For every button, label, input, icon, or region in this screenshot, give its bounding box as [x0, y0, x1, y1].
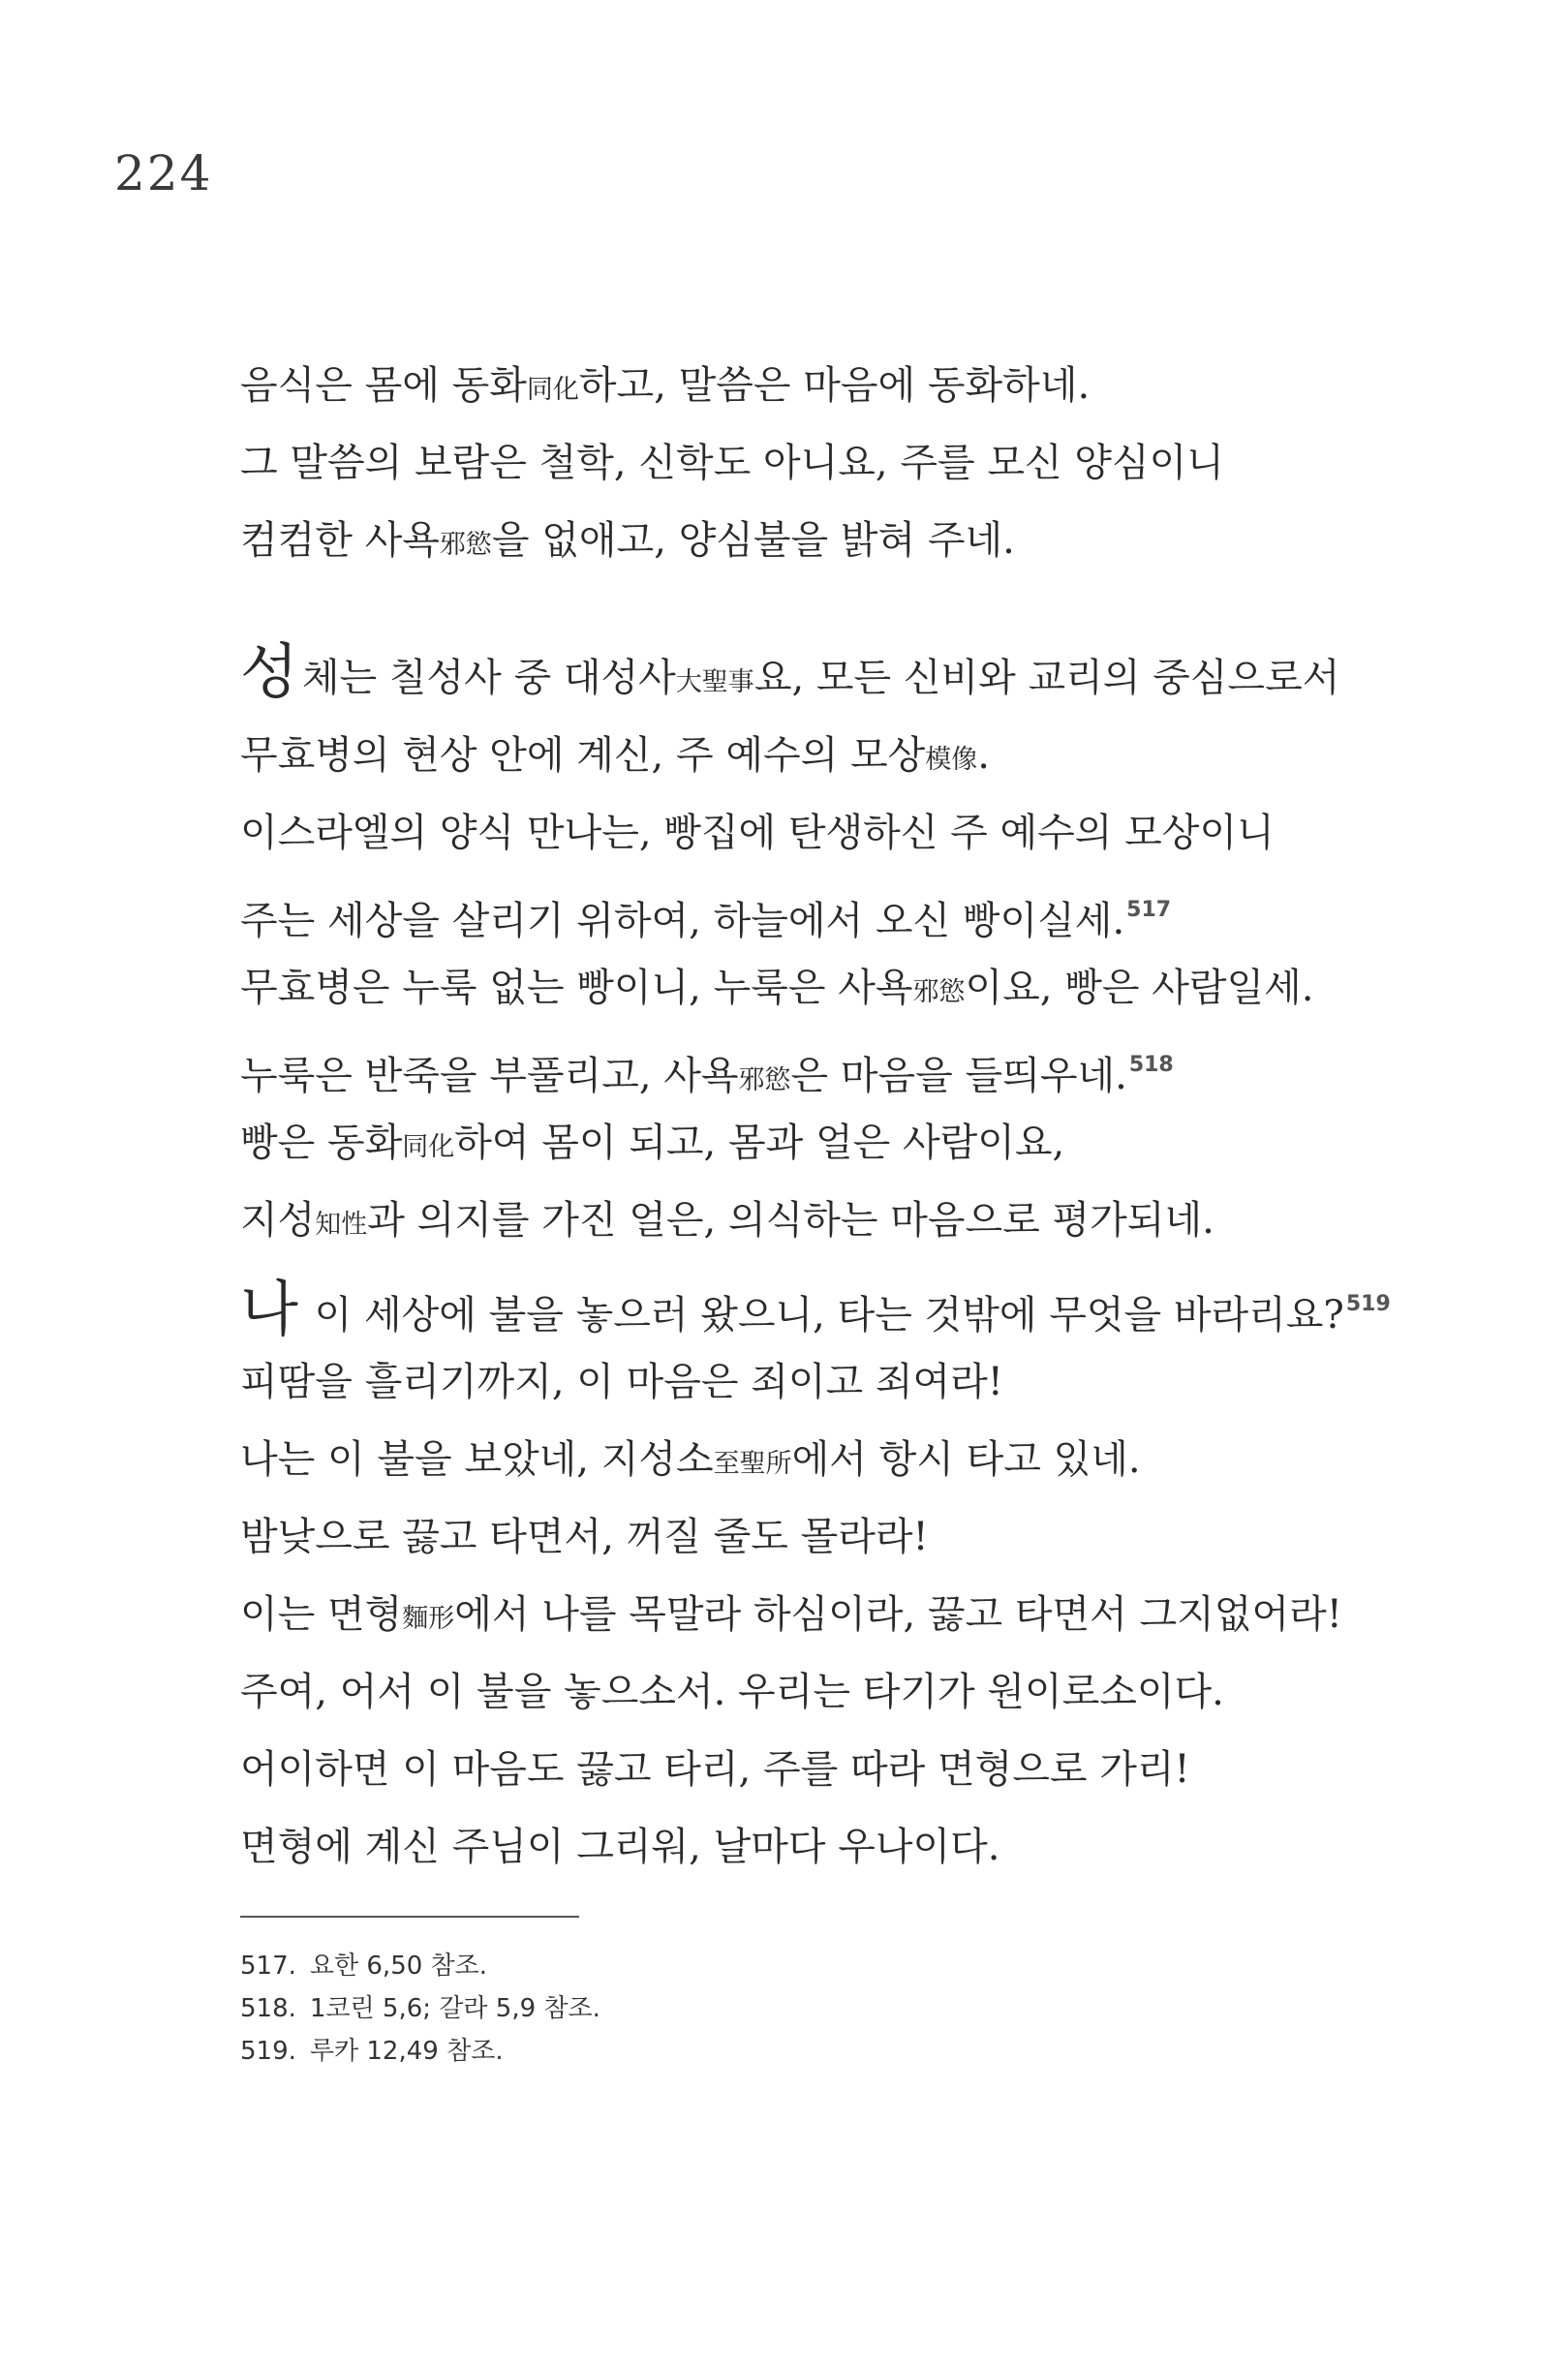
verse-text: 그 말씀의 보람은 철학, 신학도 아니요, 주를 모신 양심이니 [240, 441, 1224, 485]
footnote-ref: 519 [1345, 1292, 1391, 1316]
verse-text: 이 세상에 불을 놓으러 왔으니, 타는 것밖에 무엇을 바라리요? [301, 1293, 1344, 1338]
verse-line [240, 1182, 1499, 1259]
verse-line [240, 1343, 1499, 1421]
footnote-text: 요한 6,50 참조. [309, 1952, 488, 1981]
verse-line [240, 872, 1499, 949]
verse-text: 하여 몸이 되고, 몸과 얼은 사람이요, [454, 1121, 1065, 1165]
verse-text: 지성 [240, 1198, 316, 1243]
hanja-gloss: 邪慾 [439, 530, 492, 560]
hanja-gloss: 邪慾 [738, 1065, 791, 1095]
verse-text: 무효병은 누룩 없는 빵이니, 누룩은 사욕 [240, 966, 913, 1010]
hanja-gloss: 知性 [315, 1210, 368, 1240]
verse-line [240, 502, 1499, 579]
verse-text: 누룩은 반죽을 부풀리고, 사욕 [240, 1054, 739, 1098]
footnote-518 [240, 1987, 600, 2030]
verse-text: 빵은 동화 [240, 1121, 403, 1165]
verse-text: 에서 나를 목말라 하심이라, 끓고 타면서 그지없어라! [454, 1592, 1342, 1637]
verse-text: 컴컴한 사욕 [240, 518, 440, 563]
footnote-number: 517. [240, 1952, 296, 1981]
verse-line [240, 424, 1499, 502]
verse-line [240, 794, 1499, 872]
verse-text: 면형에 계신 주님이 그리워, 날마다 우나이다. [240, 1825, 1000, 1869]
initial-letter: 나 [240, 1274, 298, 1344]
stanza-3 [240, 1266, 1499, 1886]
verse-text: 하고, 말씀은 마음에 동화하네. [578, 363, 1091, 408]
hanja-gloss: 模像 [925, 745, 978, 775]
stanza-2 [240, 636, 1499, 1259]
page-number: 224 [114, 145, 213, 201]
hanja-gloss: 邪慾 [912, 977, 966, 1007]
footnote-ref: 518 [1128, 1053, 1174, 1077]
verse-text: 과 의지를 가진 얼은, 의식하는 마음으로 평가되네. [367, 1198, 1214, 1243]
footnote-number: 519. [240, 2037, 296, 2066]
verse-line [240, 1421, 1499, 1498]
verse-line [240, 1498, 1499, 1576]
hanja-gloss: 同化 [526, 375, 579, 405]
footnote-519 [240, 2030, 600, 2073]
footnote-divider [240, 1916, 579, 1918]
hanja-gloss: 至聖所 [713, 1449, 792, 1479]
verse-line [240, 949, 1499, 1027]
verse-text: 나는 이 불을 보았네, 지성소 [240, 1437, 714, 1482]
hanja-gloss: 同化 [402, 1132, 455, 1162]
verse-line [240, 717, 1499, 794]
hanja-gloss: 麵形 [402, 1604, 455, 1634]
verse-line [240, 1731, 1499, 1808]
verse-text: 이스라엘의 양식 만나는, 빵집에 탄생하신 주 예수의 모상이니 [240, 811, 1275, 855]
footnotes [240, 1945, 600, 2073]
verse-text: 을 없애고, 양심불을 밝혀 주네. [491, 518, 1015, 563]
verse-text: 음식은 몸에 동화 [240, 363, 527, 408]
verse-text: 에서 항시 타고 있네. [791, 1437, 1141, 1482]
verse-text: 피땀을 흘리기까지, 이 마음은 죄이고 죄여라! [240, 1360, 1003, 1404]
footnote-text: 1코린 5,6; 갈라 5,9 참조. [309, 1994, 600, 2023]
footnote-number: 518. [240, 1994, 296, 2023]
verse-text: 이요, 빵은 사람일세. [965, 966, 1314, 1010]
verse-text: 이는 면형 [240, 1592, 403, 1637]
stanza-1 [240, 347, 1499, 579]
verse-line [240, 1266, 1499, 1343]
verse-text: . [977, 733, 990, 778]
verse-line [240, 1576, 1499, 1653]
verse-text: 주여, 어서 이 불을 놓으소서. 우리는 타기가 원이로소이다. [240, 1670, 1224, 1714]
verse-text: 주는 세상을 살리기 위하여, 하늘에서 오신 빵이실세. [240, 899, 1125, 943]
verse-line [240, 1808, 1499, 1886]
verse-text: 무효병의 현상 안에 계신, 주 예수의 모상 [240, 733, 926, 778]
verse-text: 요, 모든 신비와 교리의 중심으로서 [753, 656, 1340, 700]
verse-line [240, 1653, 1499, 1731]
verse-text: 어이하면 이 마음도 끓고 타리, 주를 따라 면형으로 가리! [240, 1747, 1190, 1792]
footnote-ref: 517 [1126, 898, 1172, 922]
verse-line [240, 636, 1499, 717]
hanja-gloss: 大聖事 [675, 667, 754, 697]
footnote-517 [240, 1945, 600, 1987]
initial-letter: 성 [240, 636, 298, 707]
verse-text: 체는 칠성사 중 대성사 [301, 656, 676, 700]
verse-text: 밤낮으로 끓고 타면서, 꺼질 줄도 몰라라! [240, 1515, 929, 1559]
verse-text: 은 마음을 들띄우네. [790, 1054, 1127, 1098]
verse-line [240, 1104, 1499, 1182]
footnote-text: 루카 12,49 참조. [309, 2037, 504, 2066]
verse-line [240, 347, 1499, 424]
verse-line [240, 1027, 1499, 1104]
